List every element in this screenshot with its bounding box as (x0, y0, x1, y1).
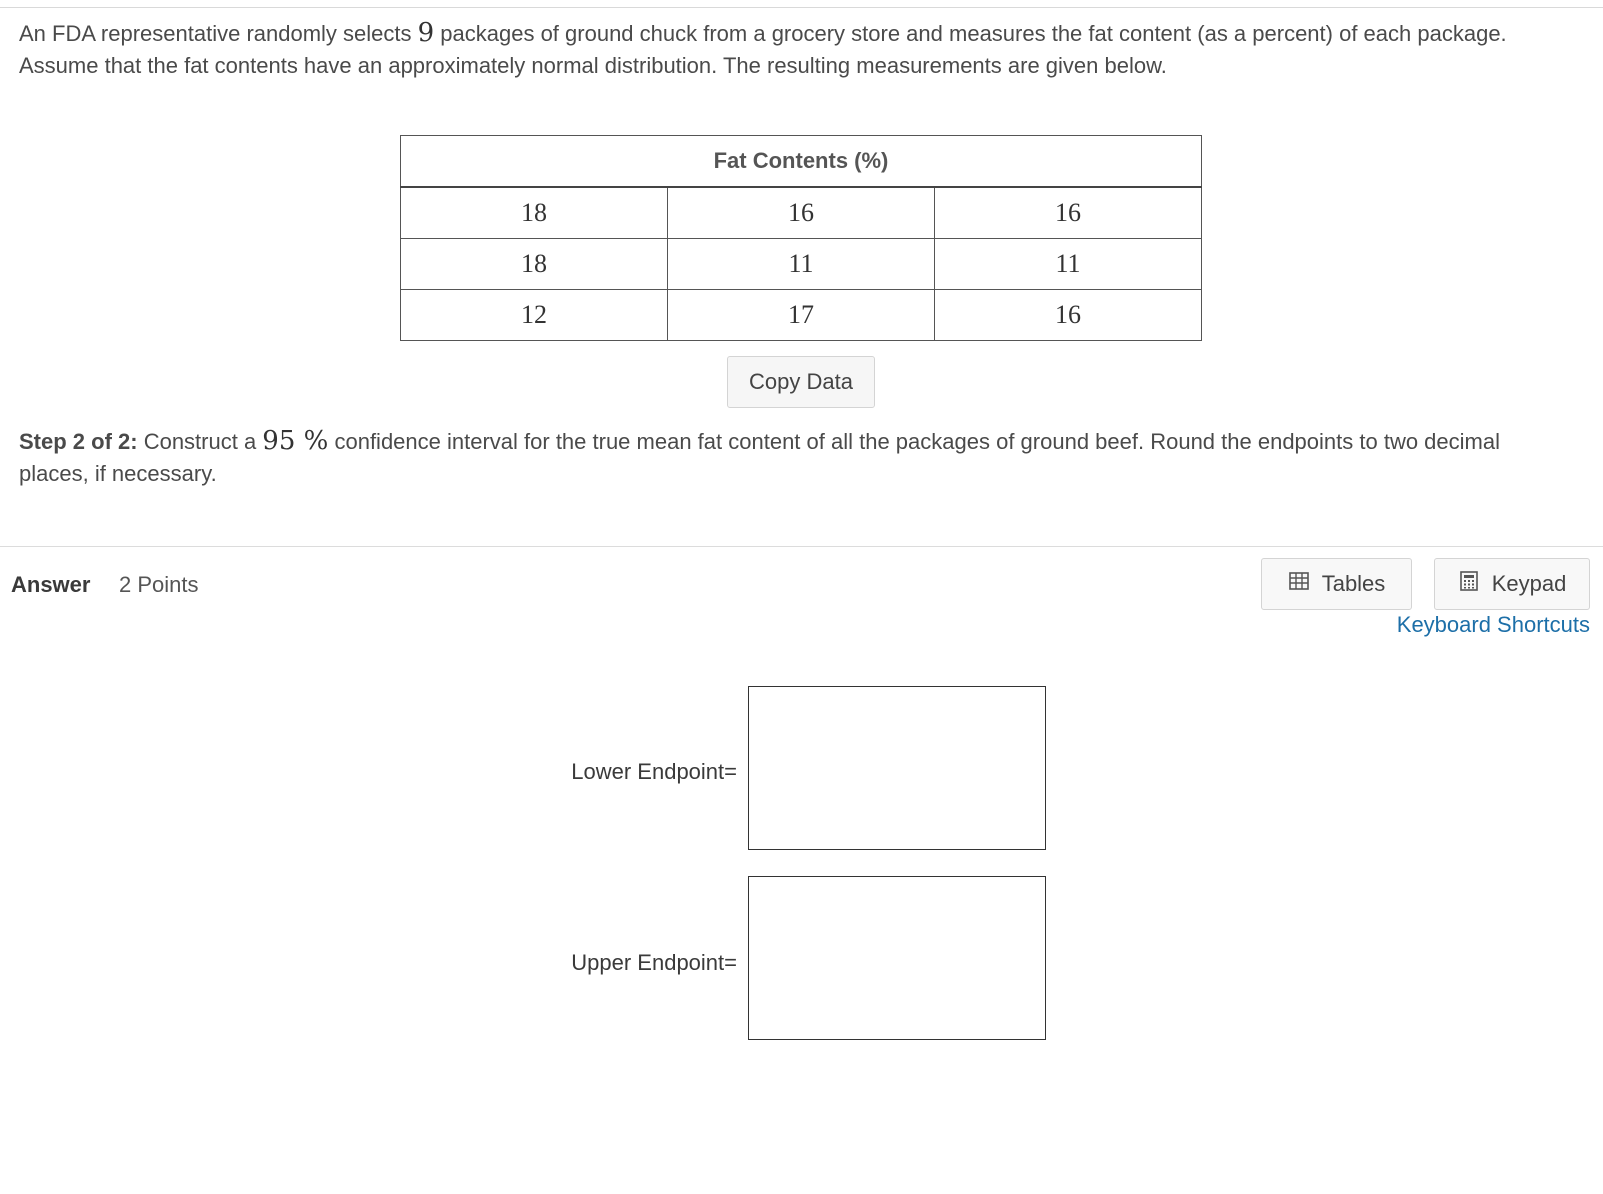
table-cell: 16 (668, 187, 935, 239)
step-instructions (19, 425, 1559, 490)
copy-data-button[interactable]: Copy Data (727, 356, 875, 408)
table-cell: 16 (935, 187, 1202, 239)
step-text-end: confidence interval for the true mean fat content of all the packages of ground beef. Round the endpoints to two decimal places, if necessary. (19, 429, 1500, 486)
sample-size: 9 (417, 18, 435, 48)
fat-contents-table (400, 135, 1202, 341)
problem-statement (19, 17, 1559, 82)
table-cell: 18 (401, 239, 668, 290)
table-cell: 11 (668, 239, 935, 290)
table-row (401, 187, 1202, 239)
tables-button-label: Tables (1321, 571, 1386, 596)
table-grid-icon (1288, 570, 1310, 598)
calculator-icon (1458, 570, 1480, 598)
answer-label: Answer (11, 572, 91, 597)
problem-text-start: An FDA representative randomly selects (19, 21, 418, 46)
lower-endpoint-input[interactable] (748, 686, 1046, 850)
upper-endpoint-label: Upper Endpoint= (571, 950, 737, 975)
answer-divider (0, 546, 1603, 547)
table-header-row (401, 136, 1202, 188)
points-label: 2 Points (119, 572, 199, 597)
table-cell: 17 (668, 290, 935, 341)
tables-button[interactable] (1261, 558, 1412, 610)
table-cell: 11 (935, 239, 1202, 290)
step-text-start: Construct a (137, 429, 263, 454)
table-cell: 12 (401, 290, 668, 341)
table-row (401, 239, 1202, 290)
step-label: Step 2 of 2: (19, 429, 138, 454)
top-divider (0, 7, 1603, 8)
keypad-button-label: Keypad (1491, 571, 1567, 596)
problem-text-end: packages of ground chuck from a grocery store and measures the fat content (as a percent) of each package. Assume that the fat contents have an approximately normal distribution. The resulting measurements are given below. (19, 21, 1507, 78)
lower-endpoint-label: Lower Endpoint= (571, 759, 737, 784)
table-row (401, 290, 1202, 341)
upper-endpoint-input[interactable] (748, 876, 1046, 1040)
confidence-level: 95 % (262, 426, 329, 456)
table-cell: 16 (935, 290, 1202, 341)
keypad-button[interactable] (1434, 558, 1590, 610)
table-header: Fat Contents (%) (401, 136, 1202, 188)
keyboard-shortcuts-link[interactable]: Keyboard Shortcuts (1396, 612, 1590, 637)
table-cell: 18 (401, 187, 668, 239)
